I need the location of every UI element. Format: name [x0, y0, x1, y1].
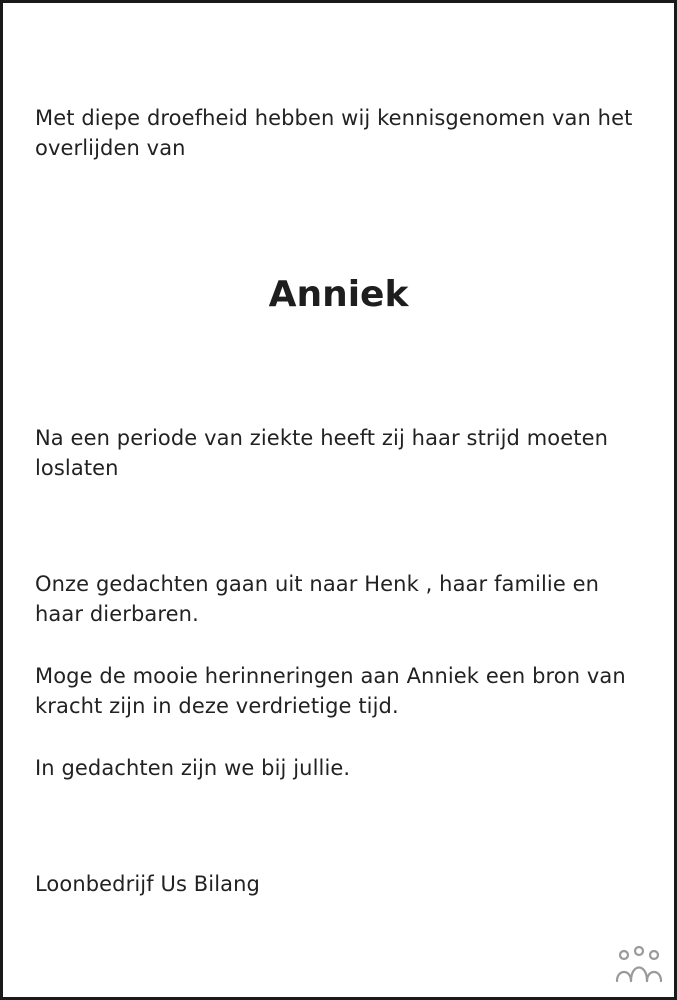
people-group-icon [614, 945, 664, 985]
paragraph-memories: Moge de mooie herinneringen aan Anniek een bron van kracht zijn in deze verdrietige tijd. [35, 664, 626, 718]
paragraph-closing: In gedachten zijn we bij jullie. [35, 756, 351, 780]
intro-text: Met diepe droefheid hebben wij kennisgenomen van het overlijden van [35, 106, 633, 160]
deceased-name: Anniek [268, 274, 409, 315]
paragraph-thoughts: Onze gedachten gaan uit naar Henk , haar familie en haar dierbaren. [35, 572, 600, 626]
paragraph-illness: Na een periode van ziekte heeft zij haar strijd moeten loslaten [35, 426, 608, 480]
signature: Loonbedrijf Us Bilang [35, 872, 260, 896]
